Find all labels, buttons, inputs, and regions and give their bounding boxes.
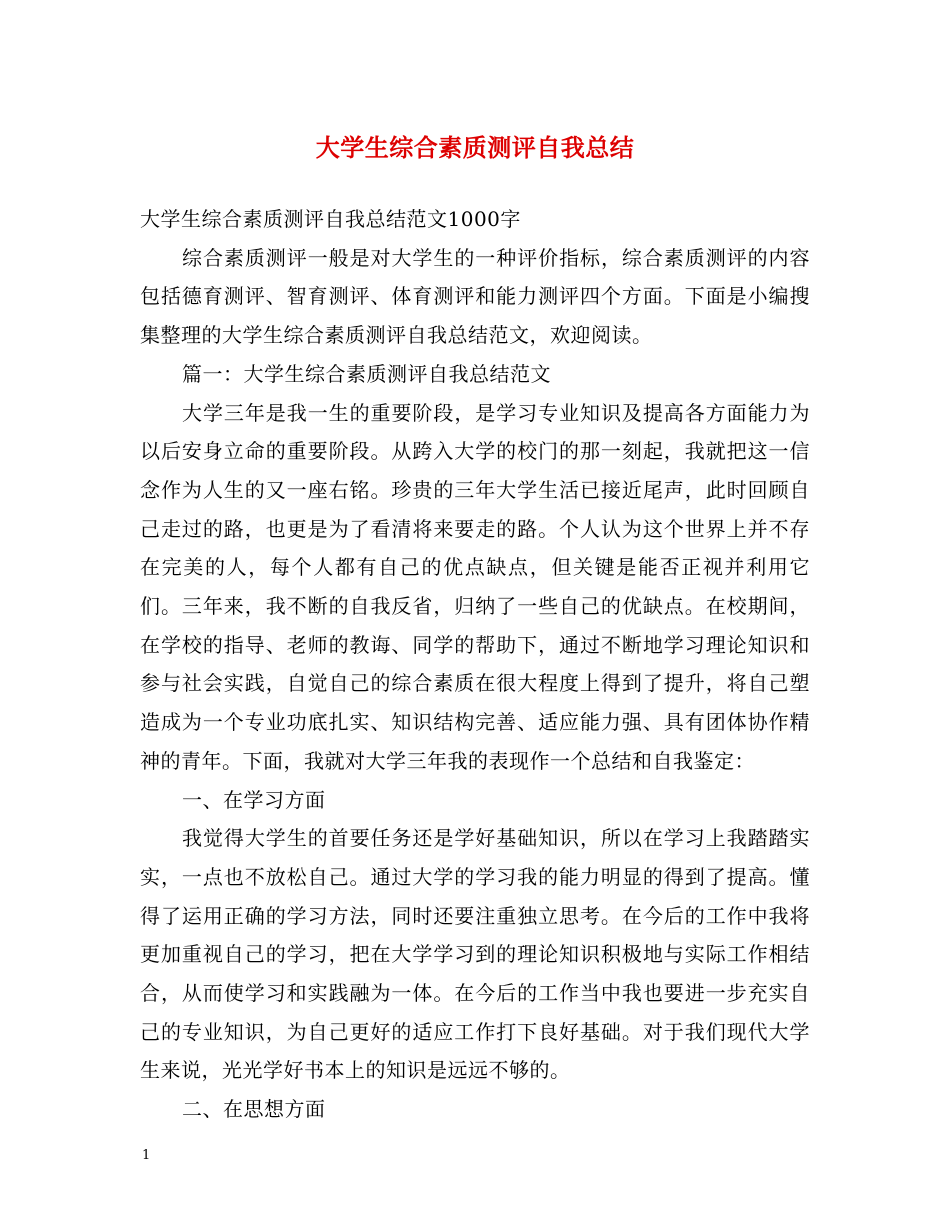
intro-paragraph: 综合素质测评一般是对大学生的一种评价指标，综合素质测评的内容包括德育测评、智育测评、体育测评和能力测评四个方面。下面是小编搜集整理的大学生综合素质测评自我总结范文，欢迎阅读。	[140, 245, 810, 348]
page-title: 大学生综合素质测评自我总结	[315, 133, 635, 162]
page-number: 1	[142, 1148, 151, 1163]
chapter-heading: 篇一：大学生综合素质测评自我总结范文	[182, 361, 551, 386]
section-heading-thought: 二、在思想方面	[182, 1097, 326, 1122]
body-paragraph: 大学三年是我一生的重要阶段，是学习专业知识及提高各方面能力为以后安身立命的重要阶段。从跨入大学的校门的那一刻起，我就把这一信念作为人生的又一座右铭。珍贵的三年大学生活已接近尾声，此时回顾自己走过的路，也更是为了看清将来要走的路。个人认为这个世界上并不存在完美的人，每个人都有自己的优点缺点，但关键是能否正视并利用它们。三年来，我不断的自我反省，归纳了一些自己的优缺点。在校期间，在学校的指导、老师的教诲、同学的帮助下，通过不断地学习理论知识和参与社会实践，自觉自己的综合素质在很大程度上得到了提升，将自己塑造成为一个专业功底扎实、知识结构完善、适应能力强、具有团体协作精神的青年。下面，我就对大学三年我的表现作一个总结和自我鉴定：	[140, 400, 810, 773]
document-body	[140, 200, 810, 1129]
subtitle-paragraph: 大学生综合素质测评自我总结范文1000字	[140, 207, 521, 231]
section-heading-study: 一、在学习方面	[182, 787, 326, 812]
body-paragraph: 我觉得大学生的首要任务还是学好基础知识，所以在学习上我踏踏实实，一点也不放松自己。通过大学的学习我的能力明显的得到了提高。懂得了运用正确的学习方法，同时还要注重独立思考。在今后的工作中我将更加重视自己的学习，把在大学学习到的理论知识积极地与实际工作相结合，从而使学习和实践融为一体。在今后的工作当中我也要进一步充实自己的专业知识，为自己更好的适应工作打下良好基础。对于我们现代大学生来说，光光学好书本上的知识是远远不够的。	[140, 826, 810, 1083]
